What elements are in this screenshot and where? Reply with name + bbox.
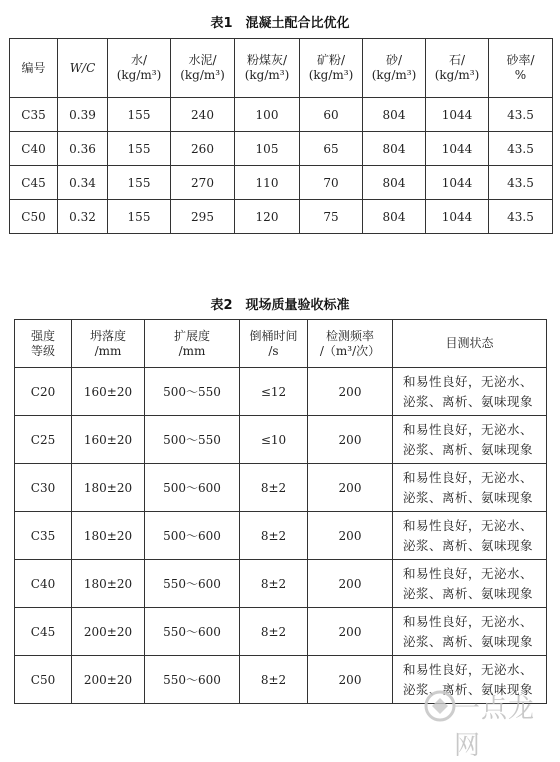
table-cell: 0.32 — [58, 200, 108, 234]
table-cell: 155 — [108, 200, 171, 234]
t2-header-slump: 坍落度 /mm — [72, 320, 145, 368]
table1-caption: 表1 混凝土配合比优化 — [210, 16, 350, 31]
t1-header-water: 水/ (kg/m³) — [108, 39, 171, 98]
table-cell: 500～600 — [145, 512, 240, 560]
table1-header-row — [10, 39, 553, 98]
table-cell: C25 — [15, 416, 72, 464]
table-row — [15, 560, 547, 608]
table-cell: 43.5 — [489, 98, 553, 132]
t1-header-stone: 石/ (kg/m³) — [426, 39, 489, 98]
table-cell: 120 — [235, 200, 300, 234]
table-cell: 550～600 — [145, 608, 240, 656]
table-cell: C35 — [10, 98, 58, 132]
table-row — [15, 608, 547, 656]
table-cell: 8±2 — [240, 608, 308, 656]
visual-status-cell: 和易性良好，无泌水、 泌浆、离析、氨味现象 — [393, 416, 547, 464]
visual-status-cell: 和易性良好，无泌水、 泌浆、离析、氨味现象 — [393, 656, 547, 704]
table1 — [9, 38, 553, 234]
table-cell: 550～600 — [145, 560, 240, 608]
table-cell: 295 — [171, 200, 235, 234]
table-cell: 804 — [363, 200, 426, 234]
table-cell: 1044 — [426, 166, 489, 200]
table-row — [10, 98, 553, 132]
table-cell: 110 — [235, 166, 300, 200]
t1-header-sandratio: 砂率/ % — [489, 39, 553, 98]
table-cell: C35 — [15, 512, 72, 560]
table-cell: 180±20 — [72, 512, 145, 560]
table-cell: C50 — [15, 656, 72, 704]
table-cell: 75 — [300, 200, 363, 234]
table-row — [15, 416, 547, 464]
table-cell: C45 — [10, 166, 58, 200]
table-cell: 160±20 — [72, 416, 145, 464]
table-cell: C40 — [15, 560, 72, 608]
t1-header-wc: W/C — [58, 39, 108, 98]
t2-header-spread: 扩展度 /mm — [145, 320, 240, 368]
table-cell: C45 — [15, 608, 72, 656]
table-cell: 804 — [363, 98, 426, 132]
watermark-text: 一点龙网 — [454, 694, 536, 761]
table-cell: 70 — [300, 166, 363, 200]
table-row — [10, 132, 553, 166]
table-cell: 200 — [308, 368, 393, 416]
t2-header-invert-time: 倒桶时间 /s — [240, 320, 308, 368]
table2-caption: 表2 现场质量验收标准 — [210, 298, 350, 313]
table2 — [14, 319, 547, 704]
table-cell: 43.5 — [489, 132, 553, 166]
table-cell: 0.34 — [58, 166, 108, 200]
t2-header-frequency: 检测频率 /（m³/次） — [308, 320, 393, 368]
table-cell: 200±20 — [72, 608, 145, 656]
table-cell: 0.39 — [58, 98, 108, 132]
table-cell: 1044 — [426, 98, 489, 132]
table-cell: 240 — [171, 98, 235, 132]
table-cell: 155 — [108, 166, 171, 200]
table-cell: 200 — [308, 416, 393, 464]
table-cell: 8±2 — [240, 656, 308, 704]
table-cell: 200±20 — [72, 656, 145, 704]
t1-header-flyash: 粉煤灰/ (kg/m³) — [235, 39, 300, 98]
table-cell: 160±20 — [72, 368, 145, 416]
table-row — [15, 512, 547, 560]
table-row — [15, 368, 547, 416]
table-cell: 8±2 — [240, 464, 308, 512]
table-cell: 200 — [308, 464, 393, 512]
table-cell: 500～550 — [145, 368, 240, 416]
table-cell: 0.36 — [58, 132, 108, 166]
table-cell: 105 — [235, 132, 300, 166]
table-cell: 500～600 — [145, 464, 240, 512]
t2-header-grade: 强度 等级 — [15, 320, 72, 368]
table-cell: 100 — [235, 98, 300, 132]
table-cell: ≤10 — [240, 416, 308, 464]
table-row — [10, 200, 553, 234]
table-cell: 550～600 — [145, 656, 240, 704]
t1-header-id: 编号 — [10, 39, 58, 98]
table-cell: 200 — [308, 560, 393, 608]
table-cell: 180±20 — [72, 464, 145, 512]
table-cell: 500～550 — [145, 416, 240, 464]
table-cell: 180±20 — [72, 560, 145, 608]
table-cell: 8±2 — [240, 512, 308, 560]
table-cell: 200 — [308, 608, 393, 656]
t1-header-cement: 水泥/ (kg/m³) — [171, 39, 235, 98]
table-cell: 1044 — [426, 200, 489, 234]
visual-status-cell: 和易性良好，无泌水、 泌浆、离析、氨味现象 — [393, 608, 547, 656]
table-cell: 200 — [308, 512, 393, 560]
table-row — [15, 464, 547, 512]
table-cell: 260 — [171, 132, 235, 166]
table-cell: 804 — [363, 166, 426, 200]
visual-status-cell: 和易性良好，无泌水、 泌浆、离析、氨味现象 — [393, 512, 547, 560]
table-cell: C40 — [10, 132, 58, 166]
visual-status-cell: 和易性良好，无泌水、 泌浆、离析、氨味现象 — [393, 560, 547, 608]
table-cell: 43.5 — [489, 200, 553, 234]
table-cell: 60 — [300, 98, 363, 132]
t1-header-slag: 矿粉/ (kg/m³) — [300, 39, 363, 98]
table-cell: 155 — [108, 132, 171, 166]
table-cell: ≤12 — [240, 368, 308, 416]
table2-header-row — [15, 320, 547, 368]
table-cell: 155 — [108, 98, 171, 132]
t2-header-visual: 目测状态 — [393, 320, 547, 368]
table-cell: C50 — [10, 200, 58, 234]
table-cell: C20 — [15, 368, 72, 416]
table-cell: 8±2 — [240, 560, 308, 608]
t1-header-sand: 砂/ (kg/m³) — [363, 39, 426, 98]
table-cell: 65 — [300, 132, 363, 166]
table-row — [10, 166, 553, 200]
visual-status-cell: 和易性良好，无泌水、 泌浆、离析、氨味现象 — [393, 368, 547, 416]
table-cell: 43.5 — [489, 166, 553, 200]
table-cell: C30 — [15, 464, 72, 512]
table-cell: 804 — [363, 132, 426, 166]
table-cell: 1044 — [426, 132, 489, 166]
table-cell: 270 — [171, 166, 235, 200]
visual-status-cell: 和易性良好，无泌水、 泌浆、离析、氨味现象 — [393, 464, 547, 512]
table-cell: 200 — [308, 656, 393, 704]
